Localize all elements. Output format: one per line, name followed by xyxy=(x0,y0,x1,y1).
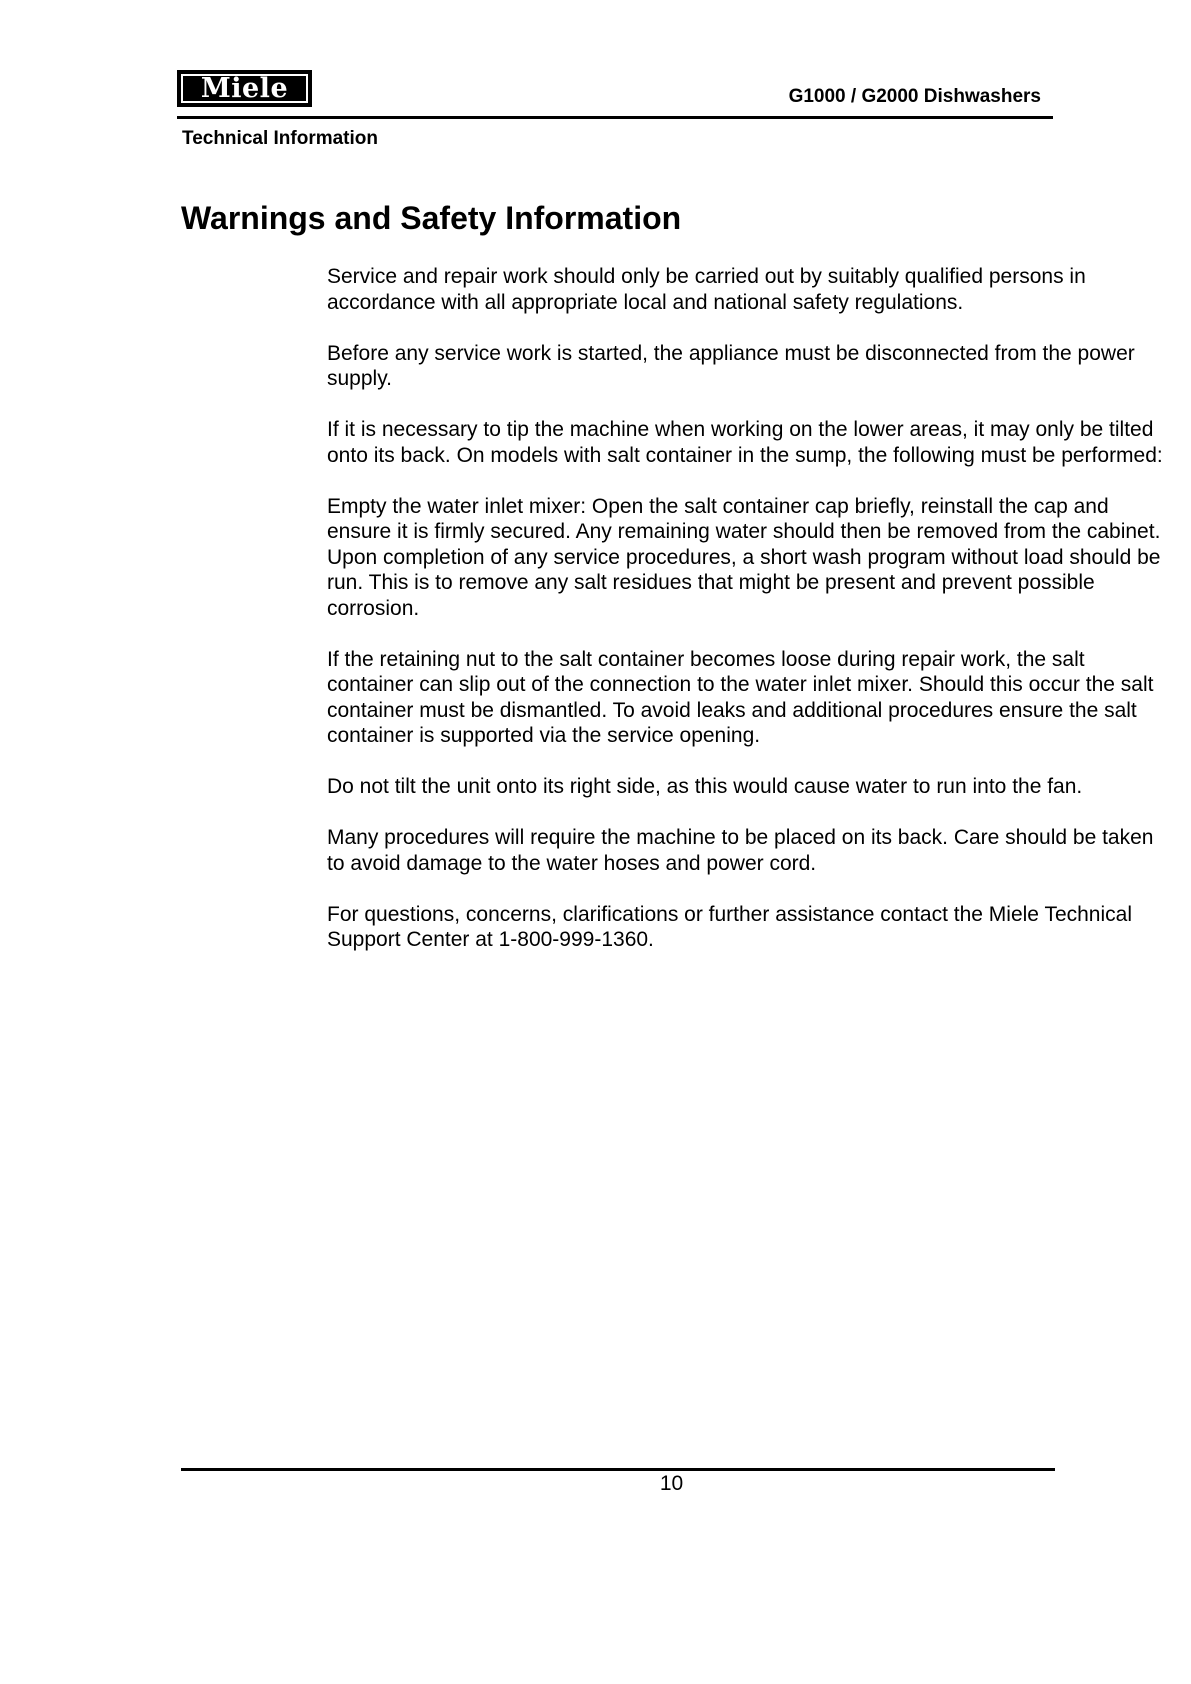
section-label: Technical Information xyxy=(182,128,379,149)
paragraph-empty-mixer: Empty the water inlet mixer: Open the salt container cap briefly, reinstall the cap and ensure it is firmly secured. Any remaining water should then be removed from the cabinet. xyxy=(327,494,1161,543)
body-text xyxy=(327,264,1172,978)
paragraph-disconnect-power: Before any service work is started, the appliance must be disconnected from the power supply. xyxy=(327,341,1135,390)
paragraph-right-side: Do not tilt the unit onto its right side, as this would cause water to run into the fan. xyxy=(327,775,1083,798)
page-title: Warnings and Safety Information xyxy=(181,200,682,236)
paragraph-short-wash: Upon completion of any service procedures, a short wash program without load should be run. This is to remove any salt residues that might be present and prevent possible corrosion. xyxy=(327,545,1161,620)
miele-logo-text: Miele xyxy=(181,74,308,103)
paragraph-support-contact: For questions, concerns, clarifications or further assistance contact the Miele Technical Support Center at 1-800-999-1360. xyxy=(327,902,1132,951)
page-number: 10 xyxy=(659,1472,684,1495)
document-header-title: G1000 / G2000 Dishwashers xyxy=(788,86,1041,107)
paragraph-qualified-persons: Service and repair work should only be carried out by suitably qualified persons in accordance with all appropriate local and national safety regulations. xyxy=(327,265,1086,314)
footer-divider xyxy=(181,1468,1055,1471)
header-divider xyxy=(177,116,1053,119)
paragraph-retaining-nut: If the retaining nut to the salt container becomes loose during repair work, the salt container can slip out of the connection to the water inlet mixer. Should this occur the salt container must be dismantled. To avoid leaks and additional procedures ensure the salt container is supported via the service opening. xyxy=(327,647,1154,747)
paragraph-tilting: If it is necessary to tip the machine when working on the lower areas, it may only be tilted onto its back. On models with salt container in the sump, the following must be performed: xyxy=(327,418,1163,467)
paragraph-hoses-cord: Many procedures will require the machine to be placed on its back. Care should be taken to avoid damage to the water hoses and power cord. xyxy=(327,826,1154,875)
miele-logo xyxy=(177,70,312,107)
